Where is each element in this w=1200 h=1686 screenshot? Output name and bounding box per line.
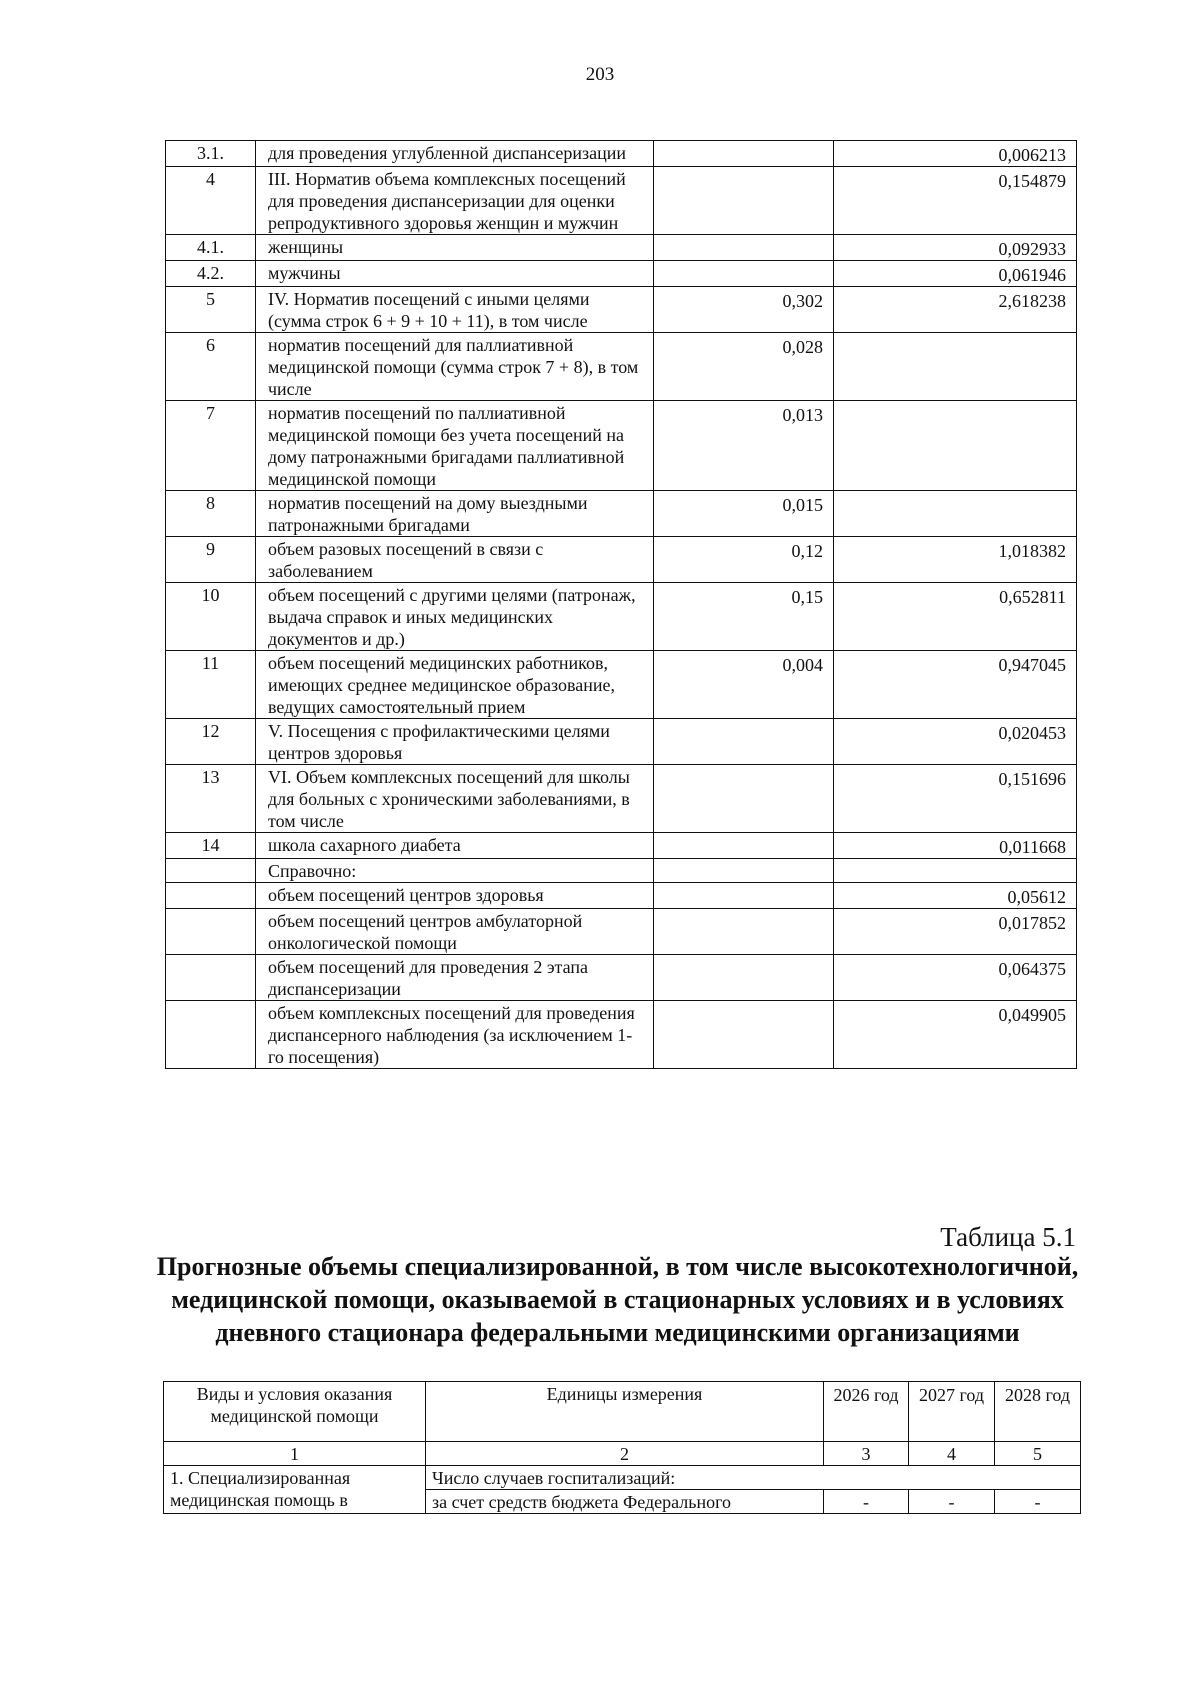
row-description-cell: для проведения углубленной диспансеризации <box>256 141 654 167</box>
value-column-1-cell <box>654 719 834 765</box>
column-number: 3 <box>824 1442 909 1466</box>
table-row <box>166 859 1077 883</box>
table-row <box>166 1001 1077 1069</box>
value-column-1-cell <box>654 141 834 167</box>
value-column-1-cell: 0,12 <box>654 537 834 583</box>
row-number-cell: 11 <box>166 651 256 719</box>
value-2028-cell: - <box>995 1490 1081 1514</box>
value-column-2-cell: 0,020453 <box>834 719 1077 765</box>
table-row <box>166 537 1077 583</box>
value-column-1-cell: 0,028 <box>654 333 834 401</box>
value-column-2-cell: 0,061946 <box>834 261 1077 287</box>
value-column-2-cell <box>834 491 1077 537</box>
row-number-cell: 14 <box>166 833 256 859</box>
row-description-cell: объем посещений для проведения 2 этапа диспансеризации <box>256 955 654 1001</box>
value-column-2-cell: 0,011668 <box>834 833 1077 859</box>
value-column-2-cell: 0,151696 <box>834 765 1077 833</box>
row-description-cell: норматив посещений для паллиативной медицинской помощи (сумма строк 7 + 8), в том числе <box>256 333 654 401</box>
row-number-cell: 12 <box>166 719 256 765</box>
value-column-2-cell: 0,652811 <box>834 583 1077 651</box>
table-row <box>166 491 1077 537</box>
value-column-2-cell <box>834 333 1077 401</box>
row-description-cell: объем разовых посещений в связи с заболеванием <box>256 537 654 583</box>
row-number-cell <box>166 909 256 955</box>
row-number-cell: 9 <box>166 537 256 583</box>
value-column-1-cell <box>654 235 834 261</box>
row-number-cell: 4.1. <box>166 235 256 261</box>
row-number-cell: 10 <box>166 583 256 651</box>
row-description-cell: женщины <box>256 235 654 261</box>
value-column-1-cell <box>654 883 834 909</box>
table-row <box>166 719 1077 765</box>
value-column-2-cell: 0,006213 <box>834 141 1077 167</box>
row-description-cell: III. Норматив объема комплексных посещений для проведения диспансеризации для оценки репродуктивного здоровья женщин и мужчин <box>256 167 654 235</box>
value-column-1-cell <box>654 261 834 287</box>
table-title: Прогнозные объемы специализированной, в том числе высокотехнологичной, медицинской помощи, оказываемой в стационарных условиях и в условиях дневного стационара федеральными медицинскими организациями <box>156 1252 1079 1347</box>
row-description-cell: Справочно: <box>256 859 654 883</box>
row-description-cell: мужчины <box>256 261 654 287</box>
value-column-2-cell: 0,154879 <box>834 167 1077 235</box>
units-subheader-cell: Число случаев госпитализаций: <box>426 1466 1081 1490</box>
row-number-cell: 4.2. <box>166 261 256 287</box>
row-description-cell: норматив посещений по паллиативной медицинской помощи без учета посещений на дому патронажными бригадами паллиативной медицинской помощи <box>256 401 654 491</box>
value-column-1-cell <box>654 833 834 859</box>
row-number-cell: 13 <box>166 765 256 833</box>
value-column-1-cell <box>654 1001 834 1069</box>
column-number: 4 <box>909 1442 995 1466</box>
header-year-2027: 2027 год <box>909 1382 995 1442</box>
value-column-1-cell: 0,015 <box>654 491 834 537</box>
table-row <box>166 765 1077 833</box>
row-description-cell: школа сахарного диабета <box>256 833 654 859</box>
value-2027-cell: - <box>909 1490 995 1514</box>
table2-column-numbers-row <box>164 1442 1081 1466</box>
table-row <box>166 401 1077 491</box>
forecast-volumes-table <box>163 1381 1081 1514</box>
row-number-cell <box>166 883 256 909</box>
care-type-cell: 1. Специализированная медицинская помощь в <box>164 1466 426 1514</box>
row-description-cell: VI. Объем комплексных посещений для школы для больных с хроническими заболеваниями, в том числе <box>256 765 654 833</box>
table-row <box>166 141 1077 167</box>
value-column-1-cell <box>654 859 834 883</box>
row-number-cell: 6 <box>166 333 256 401</box>
row-number-cell <box>166 955 256 1001</box>
value-column-2-cell: 0,092933 <box>834 235 1077 261</box>
row-number-cell: 3.1. <box>166 141 256 167</box>
row-description-cell: объем посещений центров здоровья <box>256 883 654 909</box>
value-column-2-cell: 2,618238 <box>834 287 1077 333</box>
page-number: 203 <box>585 64 615 85</box>
header-year-2026: 2026 год <box>824 1382 909 1442</box>
row-description-cell: норматив посещений на дому выездными патронажными бригадами <box>256 491 654 537</box>
value-column-1-cell: 0,15 <box>654 583 834 651</box>
row-description-cell: V. Посещения с профилактическими целями центров здоровья <box>256 719 654 765</box>
row-number-cell: 5 <box>166 287 256 333</box>
row-number-cell <box>166 859 256 883</box>
table-row <box>166 333 1077 401</box>
table-row <box>166 651 1077 719</box>
value-column-1-cell <box>654 167 834 235</box>
value-column-2-cell <box>834 401 1077 491</box>
row-number-cell <box>166 1001 256 1069</box>
value-2026-cell: - <box>824 1490 909 1514</box>
value-column-2-cell: 1,018382 <box>834 537 1077 583</box>
row-description-cell: объем посещений центров амбулаторной онкологической помощи <box>256 909 654 955</box>
table-row <box>166 235 1077 261</box>
row-number-cell: 8 <box>166 491 256 537</box>
value-column-1-cell <box>654 955 834 1001</box>
table-row <box>166 833 1077 859</box>
value-column-1-cell: 0,013 <box>654 401 834 491</box>
value-column-2-cell <box>834 859 1077 883</box>
value-column-2-cell: 0,947045 <box>834 651 1077 719</box>
row-number-cell: 4 <box>166 167 256 235</box>
row-number-cell: 7 <box>166 401 256 491</box>
table-row <box>166 583 1077 651</box>
value-column-1-cell: 0,302 <box>654 287 834 333</box>
header-year-2028: 2028 год <box>995 1382 1081 1442</box>
column-number: 1 <box>164 1442 426 1466</box>
table-row <box>166 261 1077 287</box>
units-cell: за счет средств бюджета Федерального <box>426 1490 824 1514</box>
column-number: 5 <box>995 1442 1081 1466</box>
value-column-1-cell <box>654 909 834 955</box>
header-units: Единицы измерения <box>426 1382 824 1442</box>
column-number: 2 <box>426 1442 824 1466</box>
row-description-cell: IV. Норматив посещений с иными целями (сумма строк 6 + 9 + 10 + 11), в том числе <box>256 287 654 333</box>
row-description-cell: объем посещений с другими целями (патронаж, выдача справок и иных медицинских документов и др.) <box>256 583 654 651</box>
value-column-2-cell: 0,049905 <box>834 1001 1077 1069</box>
value-column-1-cell <box>654 765 834 833</box>
norms-table <box>165 140 1077 1069</box>
row-description-cell: объем посещений медицинских работников, имеющих среднее медицинское образование, ведущих самостоятельный прием <box>256 651 654 719</box>
row-description-cell: объем комплексных посещений для проведения диспансерного наблюдения (за исключением 1-го посещения) <box>256 1001 654 1069</box>
table-row <box>166 883 1077 909</box>
table-row <box>166 167 1077 235</box>
value-column-2-cell: 0,064375 <box>834 955 1077 1001</box>
value-column-2-cell: 0,05612 <box>834 883 1077 909</box>
header-care-type: Виды и условия оказания медицинской помощи <box>164 1382 426 1442</box>
value-column-1-cell: 0,004 <box>654 651 834 719</box>
table-row <box>164 1466 1081 1490</box>
table-caption: Таблица 5.1 <box>940 1222 1076 1252</box>
table-row <box>166 287 1077 333</box>
table2-header-row <box>164 1382 1081 1442</box>
table-row <box>166 955 1077 1001</box>
value-column-2-cell: 0,017852 <box>834 909 1077 955</box>
table-row <box>166 909 1077 955</box>
